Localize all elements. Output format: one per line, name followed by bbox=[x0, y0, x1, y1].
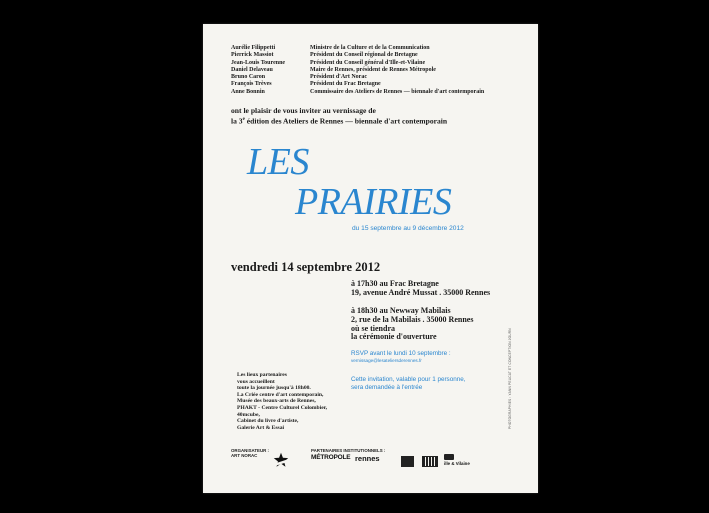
metropole-logo-text: MÉTROPOLE bbox=[311, 454, 351, 461]
invite-text bbox=[231, 107, 447, 126]
host-name: Daniel Delaveau bbox=[231, 66, 273, 73]
title-line-1: LES bbox=[247, 141, 309, 183]
host-name: Pierrick Massiot bbox=[231, 52, 274, 59]
partner-line: 40mcube, bbox=[237, 411, 260, 418]
venue-line: à 17h30 au Frac Bretagne bbox=[351, 279, 439, 288]
invite-line-2-sup: e bbox=[242, 116, 245, 122]
ille-vilaine-logo bbox=[444, 454, 470, 466]
venue-line: à 18h30 au Newway Mabilais bbox=[351, 306, 451, 315]
rennes-logo-text: rennes bbox=[355, 454, 380, 463]
partner-line: La Criée centre d'art contemporain, bbox=[237, 391, 324, 398]
partner-line: PHAKT - Centre Culturel Colombier, bbox=[237, 404, 328, 411]
validity-note bbox=[351, 376, 465, 391]
venue-line: la cérémonie d'ouverture bbox=[351, 332, 437, 342]
validity-line: Cette invitation, valable pour 1 personne, bbox=[351, 376, 466, 383]
venue-line: où se tiendra bbox=[351, 323, 395, 333]
ille-vilaine-text: ille & Vilaine bbox=[444, 461, 470, 466]
host-role: Président du Frac Bretagne bbox=[310, 81, 381, 88]
rsvp-block bbox=[351, 350, 451, 364]
host-roles bbox=[310, 45, 484, 96]
partner-line: vous accueillent bbox=[237, 378, 275, 385]
organizer-label-text: ORGANISATEUR : bbox=[231, 448, 269, 453]
venue-first bbox=[351, 280, 490, 298]
metropole-logo bbox=[311, 454, 350, 461]
organizer-label bbox=[231, 448, 269, 458]
host-role: Commissaire des Ateliers de Rennes — biennale d'art contemporain bbox=[310, 88, 485, 95]
rsvp-email[interactable]: vernissage@lesateliersderennes.fr bbox=[351, 358, 422, 363]
organizer-name: ART NORAC bbox=[231, 453, 258, 458]
host-role: Président du Conseil général d'Ille-et-Vilaine bbox=[310, 59, 426, 66]
host-name: Jean-Louis Tourenne bbox=[231, 59, 286, 66]
host-role: Ministre de la Culture et de la Communication bbox=[310, 45, 430, 51]
invitation-card bbox=[203, 24, 538, 493]
venue-second bbox=[351, 307, 473, 342]
host-name: Anne Bonnin bbox=[231, 88, 265, 95]
invite-line-2-suffix: édition des Ateliers de Rennes — biennale d'art contemporain bbox=[244, 116, 448, 126]
institutional-label: PARTENAIRES INSTITUTIONNELS : bbox=[311, 448, 386, 453]
photo-credit: PHOTOGRAPHIES : YANN PEUCAT ET CONCEPTION JOURN bbox=[508, 328, 512, 429]
art-norac-star-logo bbox=[273, 452, 289, 468]
validity-line: sera demandée à l'entrée bbox=[351, 383, 423, 391]
host-name: Bruno Caron bbox=[231, 74, 266, 81]
event-date: vendredi 14 septembre 2012 bbox=[231, 260, 381, 274]
partner-line: toute la journée jusqu'à 18h00. bbox=[237, 385, 311, 392]
title-line-2: PRAIRIES bbox=[295, 181, 452, 223]
region-logo bbox=[422, 456, 438, 467]
partner-venues bbox=[231, 372, 327, 431]
partner-line: Cabinet du livre d'artiste, bbox=[237, 418, 299, 425]
rsvp-label: RSVP avant le lundi 10 septembre : bbox=[351, 350, 451, 357]
ille-vilaine-mark bbox=[444, 454, 454, 460]
invite-line-2-prefix: la 3 bbox=[231, 116, 243, 126]
host-role: Président d'Art Norac bbox=[310, 74, 367, 81]
host-role: Président du Conseil régional de Bretagne bbox=[310, 52, 418, 59]
host-role: Maire de Rennes, président de Rennes Métropole bbox=[310, 66, 436, 73]
venue-line: 2, rue de la Mabilais . 35000 Rennes bbox=[351, 314, 474, 324]
rennes-logo bbox=[355, 454, 380, 463]
invite-line-1: ont le plaisir de vous inviter au vernissage de bbox=[231, 106, 376, 115]
exhibition-dates: du 15 septembre au 9 décembre 2012 bbox=[352, 225, 464, 232]
host-name: Aurélie Filippetti bbox=[231, 45, 276, 51]
partner-line: Galerie Art & Essai bbox=[237, 424, 285, 431]
partner-line: Musée des beaux-arts de Rennes, bbox=[237, 398, 316, 405]
host-name: François Trèves bbox=[231, 81, 272, 88]
partner-line: Les lieux partenaires bbox=[237, 372, 287, 378]
host-names bbox=[231, 45, 285, 96]
ministry-logo bbox=[401, 456, 414, 467]
venue-line: 19, avenue André Mussat . 35000 Rennes bbox=[351, 287, 491, 297]
invite-line-2 bbox=[231, 116, 447, 126]
